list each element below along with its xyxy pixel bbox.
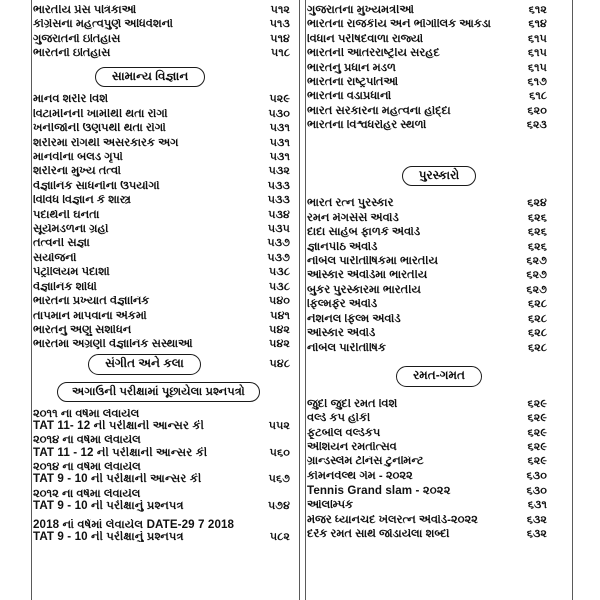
- entry-page: ૬૨૬: [527, 226, 547, 239]
- entry-page: ૬૨૯: [527, 440, 547, 453]
- entry-title: ફૂટબોલ વર્લ્ડકપ: [307, 427, 381, 439]
- entry-page: ૫૧૮: [271, 47, 290, 60]
- entry-title: જુદી જુદી રમત વિશે: [307, 398, 398, 410]
- entry-page: ૫૩૨: [268, 165, 290, 178]
- entry-title: ગુજરાતના મુખ્યમંત્રીઓ: [307, 5, 414, 16]
- index-entry[interactable]: [33, 282, 298, 293]
- index-entry[interactable]: [33, 48, 298, 59]
- entry-page: ૬૧૨: [528, 4, 547, 16]
- entry-page: ૫૪૧: [270, 309, 290, 322]
- entry-title: એશિયન રમતોત્સવ: [307, 441, 397, 453]
- index-entry[interactable]: [307, 343, 571, 354]
- index-entry[interactable]: [33, 19, 298, 30]
- entry-title: માનવ શરીર વિશે: [33, 94, 109, 106]
- entry-page: ૬૨૪: [527, 197, 547, 210]
- entry-title: શરીરના મુખ્ય તત્વો: [33, 166, 121, 178]
- index-entry[interactable]: [33, 109, 298, 120]
- index-entry[interactable]: [307, 48, 571, 59]
- entry-title: ભારતનું પ્રધાન મંડળ: [307, 62, 396, 74]
- entry-page: ૬૩૦: [526, 485, 547, 498]
- entry-page: ૬૨૮: [528, 312, 547, 325]
- entry-page: ૫૧૪: [270, 32, 290, 45]
- paper-entry[interactable]: [33, 447, 298, 459]
- entry-page: ૬૩૧: [527, 499, 547, 512]
- index-entry[interactable]: [307, 227, 571, 238]
- index-entry[interactable]: [33, 253, 298, 264]
- entry-title: ૨૦૧૧ નાં વર્ષમાં લેવાયેલ: [33, 408, 140, 420]
- index-entry[interactable]: [33, 238, 298, 249]
- entry-page: ૫૩૧: [269, 151, 290, 164]
- entry-title: દાદા સાહેબ ફાળકે એવોર્ડ: [307, 227, 421, 239]
- section-title: અગાઉની પરીક્ષામાં પૂછાયેલા પ્રશ્નપત્રો: [57, 382, 260, 402]
- entry-title: ૨૦૧૨ નાં વર્ષમાં લેવાયેલ: [33, 488, 141, 500]
- entry-title: TAT 9 - 10 ની પરીક્ષાનું પ્રશ્નપત્ર: [33, 500, 184, 512]
- entry-page: ૬૨૯: [527, 426, 547, 439]
- index-entry[interactable]: [307, 328, 571, 339]
- entry-title: 2018 નાં વર્ષમાં લેવાયેલ DATE-29 7 2018: [33, 519, 235, 531]
- entry-page: ૬૨૯: [527, 412, 547, 425]
- index-entry[interactable]: [307, 485, 571, 497]
- index-entry[interactable]: [33, 34, 298, 45]
- entry-title: ગુજરાતનો ઇતિહાસ: [33, 33, 121, 45]
- index-entry[interactable]: [307, 299, 571, 310]
- entry-page: ૫૩૮: [269, 280, 290, 293]
- entry-title: સૂર્યમંડળના ગ્રહો: [33, 224, 109, 236]
- entry-title: તાપમાન માપવાના એકમો: [33, 310, 147, 322]
- section-title: પુરસ્કારો: [402, 166, 477, 187]
- entry-title: ખનીજોની ઉણપથી થતા રોગો: [33, 123, 166, 135]
- entry-page: ૫૪૦: [268, 295, 290, 308]
- entry-page: ૬૧૪: [528, 18, 547, 31]
- index-entry[interactable]: [33, 339, 298, 350]
- entry-page: ૫૭૪: [267, 500, 290, 513]
- index-entry[interactable]: [307, 428, 571, 439]
- index-entry[interactable]: [307, 471, 571, 482]
- entry-page: ૬૨૭: [526, 283, 547, 296]
- section-title: રમત-ગમત: [396, 366, 482, 387]
- paper-entry-year: [33, 519, 298, 531]
- entry-page: ૫૬૭: [268, 473, 290, 486]
- entry-title: વિધાન પરીષદવાળા રાજ્યો: [307, 33, 424, 45]
- entry-page: ૬૨૯: [527, 455, 547, 468]
- index-entry[interactable]: [307, 5, 571, 16]
- left-column: [33, 0, 298, 600]
- index-entry[interactable]: [33, 296, 298, 307]
- section-header-awards: [307, 166, 571, 187]
- entry-page: ૫૩૩: [267, 179, 290, 192]
- section-page: ૫૪૮: [269, 357, 290, 370]
- entry-title: વિવિધ વિજ્ઞાન કે શાસ્ત્ર: [33, 195, 131, 207]
- entry-page: ૫૩૦: [268, 107, 290, 120]
- paper-entry-year: [33, 462, 298, 473]
- entry-page: ૫૩૪: [268, 208, 290, 221]
- index-entry[interactable]: [33, 224, 298, 235]
- entry-page: ૫૪૨: [269, 338, 290, 351]
- index-entry[interactable]: [307, 106, 571, 117]
- index-entry[interactable]: [307, 63, 571, 74]
- index-entry[interactable]: [33, 181, 298, 192]
- right-border-rule: [572, 0, 573, 600]
- index-entry[interactable]: [33, 166, 298, 177]
- index-entry[interactable]: [33, 123, 298, 134]
- index-entry[interactable]: [33, 5, 298, 16]
- entry-title: શરીરમાં રોગથી અસરકારક અંગ: [33, 137, 179, 149]
- index-entry[interactable]: [33, 325, 298, 336]
- section-header-previous-papers: [33, 382, 298, 402]
- entry-title: વૈજ્ઞાનિક સાધનોના ઉપયોગો: [33, 180, 160, 192]
- index-entry[interactable]: [307, 120, 571, 131]
- entry-page: ૬૨૭: [526, 269, 547, 282]
- entry-title: ભારતનું અણુ સંશોધન: [33, 324, 132, 336]
- section-title: સંગીત અને કલા: [88, 354, 201, 375]
- paper-entry[interactable]: [33, 420, 298, 432]
- entry-page: ૫૩૩: [267, 194, 290, 207]
- entry-title: TAT 11 - 12 ની પરીક્ષાની આન્સર કી: [33, 446, 208, 459]
- right-column: [307, 0, 571, 600]
- entry-title: નેશનલ ફિલ્મ એવોર્ડ: [307, 313, 401, 325]
- entry-title: વિટામીનની ખામીથી થતા રોગો: [33, 108, 168, 120]
- entry-title: TAT 9 - 10 ની પરીક્ષાનું પ્રશ્નપત્ર: [33, 530, 184, 543]
- entry-title: નોબેલ પારીતોષિક: [307, 342, 386, 354]
- entry-title: રમન મેગસેસે એવોર્ડ: [307, 212, 399, 224]
- index-entry[interactable]: [307, 213, 571, 224]
- center-rule-a: [299, 0, 300, 600]
- index-entry[interactable]: [307, 529, 571, 540]
- entry-page: ૫૩૭: [267, 237, 290, 250]
- section-header-music-and-art: [33, 354, 298, 375]
- entry-title: ભારતના પ્રખ્યાત વૈજ્ઞાનિક: [33, 296, 150, 308]
- entry-title: ભારતની આંતરરાષ્ટ્રીય સરહદ: [307, 48, 440, 60]
- entry-page: ૬૨૩: [526, 119, 547, 132]
- paper-entry-year: [33, 409, 298, 420]
- entry-title: કોંગ્રેસનાં મહત્વપુર્ણ અધિવેશનો: [33, 19, 173, 31]
- entry-title: માનવીના બલડ ગૃપો: [33, 152, 123, 164]
- entry-page: ૬૧૫: [527, 61, 547, 74]
- entry-title: TAT 9 - 10 ની પરીક્ષાની આન્સર કી: [33, 473, 202, 486]
- entry-page: ૬૧૫: [527, 32, 547, 45]
- entry-title: ઓલમ્પિક: [307, 500, 354, 512]
- entry-title: TAT 11- 12 ની પરીક્ષાની આન્સર કી: [33, 420, 204, 432]
- index-entry[interactable]: [33, 138, 298, 149]
- entry-title: નોબેલ પારીતોષિકમાં ભારતીય: [307, 256, 438, 268]
- entry-page: ૫૩૧: [269, 136, 290, 149]
- entry-title: ભારતના રાષ્ટ્રપતિઓ: [307, 77, 398, 89]
- index-entry[interactable]: [33, 210, 298, 221]
- entry-title: ભારતીય પ્રેસ પત્રિકાઓ: [33, 5, 137, 16]
- entry-page: ૬૧૭: [527, 76, 547, 89]
- section-header-sports: [307, 366, 571, 387]
- entry-page: ૬૨૬: [527, 240, 547, 253]
- entry-title: ફિલ્મફેર એવોર્ડ: [307, 299, 378, 311]
- index-entry[interactable]: [307, 256, 571, 267]
- entry-page: ૬૧૮: [529, 90, 547, 103]
- entry-page: ૫૪૨: [269, 323, 290, 336]
- index-entry[interactable]: [307, 19, 571, 30]
- index-entry[interactable]: [307, 270, 571, 281]
- entry-title: દરેક રમત સાથે જોડાયેલા શબ્દો: [307, 529, 450, 541]
- entry-title: ભારત રત્ન પુરસ્કાર: [307, 198, 394, 210]
- entry-title: ગ્રાન્ડસ્લેમ ટેનિસ ટુનમિન્ટ: [307, 456, 424, 468]
- entry-title: મેજર ધ્યાનચંદ ખેલરત્ન એવોર્ડ-૨૦૨૨: [307, 514, 478, 526]
- section-title: સામાન્ય વિજ્ઞાન: [95, 67, 205, 88]
- entry-page: ૫૮૨: [269, 530, 290, 543]
- entry-title: ભારતમાં અગ્રણી વૈજ્ઞાનિક સંસ્થાઓ: [33, 339, 193, 351]
- index-entry[interactable]: [307, 198, 571, 209]
- index-entry[interactable]: [307, 456, 571, 467]
- index-entry[interactable]: [307, 242, 571, 253]
- paper-entry[interactable]: [33, 500, 298, 512]
- index-entry[interactable]: [33, 267, 298, 278]
- index-entry[interactable]: [307, 442, 571, 453]
- entry-page: ૬૨૭: [526, 255, 547, 268]
- entry-title: તત્વની સંજ્ઞા: [33, 238, 90, 250]
- entry-page: ૫૧૩: [269, 18, 290, 31]
- index-entry[interactable]: [33, 94, 298, 105]
- entry-title: સંયોજનો: [33, 252, 77, 264]
- entry-page: ૫૩૮: [269, 266, 290, 279]
- entry-title: Tennis Grand slam - ૨૦૨૨: [307, 485, 451, 497]
- entry-page: ૬૩૨: [526, 528, 547, 541]
- index-entry[interactable]: [33, 152, 298, 163]
- entry-page: ૫૩૫: [267, 223, 290, 236]
- index-entry[interactable]: [307, 91, 571, 102]
- index-entry[interactable]: [307, 399, 571, 410]
- entry-page: ૬૩૨: [526, 513, 547, 526]
- entry-title: જ્ઞાનપીઠ એવોર્ડ: [307, 241, 378, 253]
- entry-title: વૈજ્ઞાનિક શોધો: [33, 281, 97, 293]
- index-entry[interactable]: [307, 285, 571, 296]
- entry-title: ભારત સરકારના મહત્વના હોદ્દા: [307, 105, 451, 117]
- entry-page: ૬૨૮: [528, 327, 547, 340]
- entry-page: ૬૧૫: [527, 47, 547, 60]
- entry-page: ૫૫૨: [268, 420, 290, 433]
- index-entry[interactable]: [307, 34, 571, 45]
- entry-page: ૫૬૦: [269, 446, 290, 459]
- entry-title: પદાર્થની ઘનતા: [33, 209, 100, 221]
- index-entry[interactable]: [307, 515, 571, 526]
- paper-entry[interactable]: [33, 531, 298, 543]
- paper-entry[interactable]: [33, 473, 298, 485]
- entry-title: ૨૦૧૪ નાં વર્ષમાં લેવાયેલ: [33, 435, 141, 447]
- entry-page: ૬૨૦: [527, 104, 547, 117]
- entry-title: ભારતના વડાપ્રધાનો: [307, 91, 392, 103]
- left-border-rule: [31, 0, 32, 600]
- entry-title: ઓસ્કાર એવોર્ડ: [307, 328, 376, 340]
- index-entry[interactable]: [307, 500, 571, 511]
- index-entry[interactable]: [307, 413, 571, 424]
- entry-page: ૬૨૮: [528, 341, 547, 354]
- paper-entry-year: [33, 489, 298, 500]
- entry-page: ૬૨૬: [527, 211, 547, 224]
- entry-page: ૬૨૮: [528, 298, 547, 311]
- entry-title: ભારતનો ઇતિહાસ: [33, 48, 111, 60]
- entry-title: વર્લ્ડ કપ હોકી: [307, 413, 371, 425]
- entry-title: ૨૦૧૪ નાં વર્ષમાં લેવાયેલ: [33, 462, 141, 474]
- index-entry[interactable]: [307, 314, 571, 325]
- paper-entry-year: [33, 435, 298, 446]
- index-entry[interactable]: [33, 195, 298, 206]
- center-rule-b: [305, 0, 306, 600]
- index-entry[interactable]: [307, 77, 571, 88]
- entry-page: ૬૨૯: [527, 397, 547, 410]
- entry-title: ભારતના રાજકીય અને ભૌગોલિક આંકડા: [307, 19, 491, 31]
- entry-page: ૫૨૯: [269, 93, 290, 106]
- entry-title: ભારતના વિશ્વધરોહર સ્થળો: [307, 120, 427, 132]
- entry-title: ઓસ્કાર એવોર્ડમાં ભારતીય: [307, 270, 428, 282]
- entry-page: ૫૩૭: [267, 251, 290, 264]
- index-entry[interactable]: [33, 311, 298, 322]
- entry-title: પેટ્રોલિયમ પેદાશો: [33, 267, 110, 279]
- entry-title: બુકર પુરસ્કારમાં ભારતીય: [307, 284, 421, 296]
- section-header-general-science: [33, 67, 298, 88]
- entry-page: ૬૩૦: [526, 469, 547, 482]
- entry-title: કોમનવેલ્થ ગેમ - ૨૦૨૨: [307, 470, 413, 482]
- entry-page: ૫૧૨: [270, 4, 290, 16]
- entry-page: ૫૩૧: [269, 122, 290, 135]
